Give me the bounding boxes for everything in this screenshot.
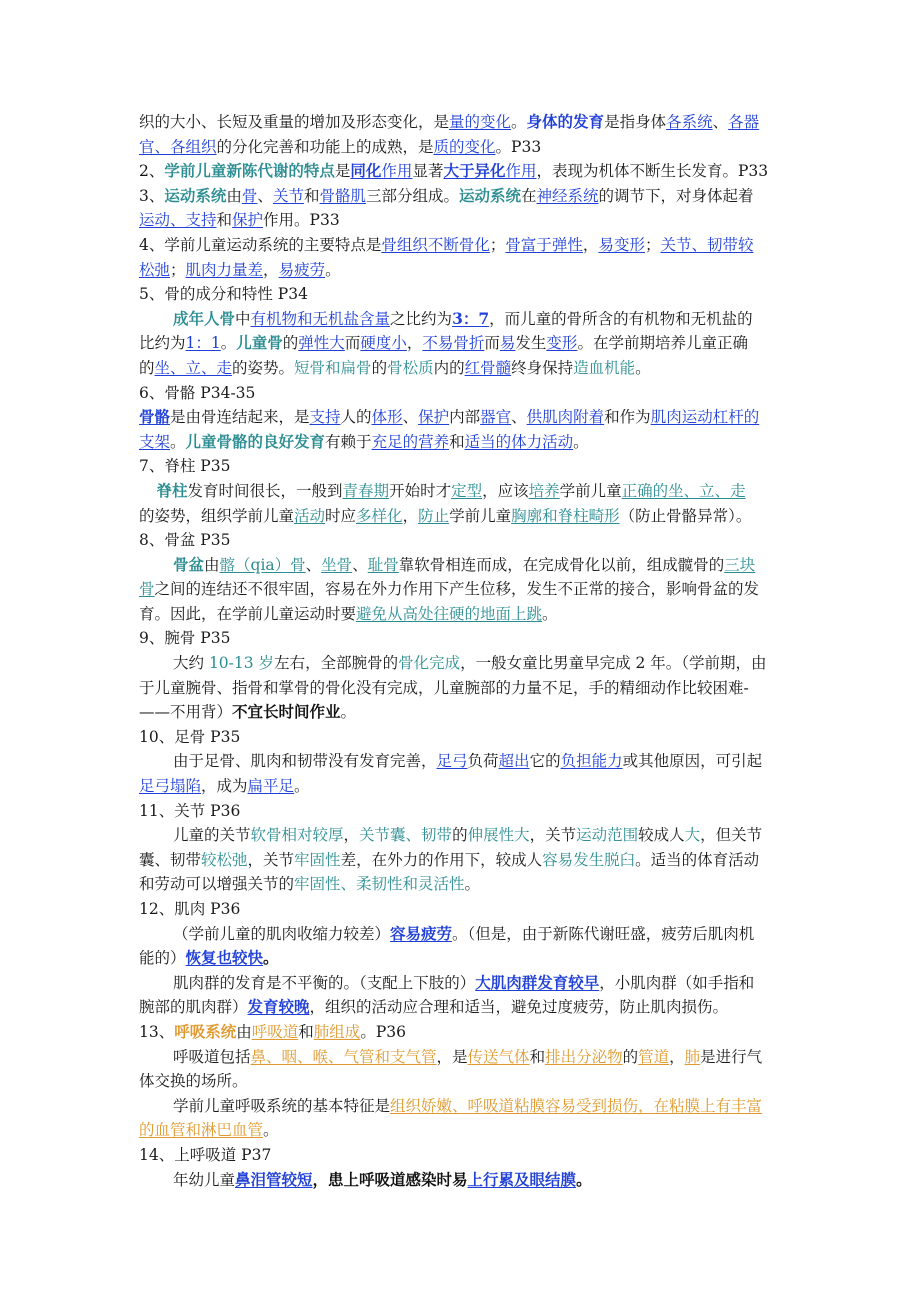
text-line [139, 208, 784, 233]
text-run: 2、 [139, 162, 165, 181]
text-run: 骨组织不断骨化 [381, 235, 490, 254]
text-line [139, 1143, 784, 1168]
text-run: 神经系统 [536, 186, 599, 205]
text-run: 11、关节 P36 [139, 801, 241, 820]
text-run: 内的 [433, 358, 465, 377]
text-run: 活动 [294, 506, 326, 525]
text-run: 传送气体 [467, 1047, 530, 1066]
text-run: 的血管和淋巴血管 [139, 1121, 264, 1140]
text-run: 骨松质 [387, 358, 434, 377]
text-run: 短骨和扁骨 [294, 358, 372, 377]
text-run: 避免从高处往硬的地面上跳 [356, 604, 543, 623]
text-run: （防止骨骼异常）。 [619, 506, 752, 525]
text-run: 鼻泪管较短 [235, 1169, 313, 1189]
text-run: 组织娇嫩、呼吸道粘膜容易受到损伤，在粘膜上有丰富 [390, 1096, 763, 1115]
text-run: 骨骼 [139, 407, 171, 427]
text-line [139, 577, 784, 602]
text-run: 超出 [498, 752, 530, 771]
text-run: ，一般女童比男童早完成 2 年。（学前期，由 [460, 654, 767, 673]
text-run: 关节 [272, 186, 304, 205]
text-run: 坐骨 [321, 555, 353, 574]
text-run: ； [170, 260, 186, 279]
text-run: 骨化完成 [398, 654, 461, 673]
text-line [139, 504, 784, 529]
text-line [139, 774, 784, 799]
text-line [139, 381, 784, 406]
text-run: 、 [305, 555, 322, 574]
text-run: 的姿势。 [232, 358, 295, 377]
text-run: 保护 [232, 211, 264, 230]
text-run: 伸展性大 [467, 826, 530, 845]
text-run: ， [263, 260, 279, 279]
text-run: 造血机能 [573, 358, 636, 377]
text-run: 器官 [480, 408, 512, 427]
text-run: 脊柱 [156, 480, 188, 500]
text-run: 多样化 [356, 506, 403, 525]
text-run: 正确的坐、立、走 [621, 481, 746, 500]
text-run: 比约为 [139, 334, 186, 353]
text-run: 于儿童腕骨、指骨和掌骨的骨化没有完成，儿童腕部的力量不足，手的精细动作比较困难- [139, 678, 749, 697]
text-run: 的 [371, 358, 388, 377]
text-run: 。适当的体育活动 [635, 850, 760, 869]
text-run: 学前儿童 [449, 506, 512, 525]
text-line [139, 258, 784, 283]
text-run: 肌肉群的发育是不平衡的。（支配上下肢的） [173, 973, 476, 992]
text-line [139, 110, 784, 135]
text-run: 发育较晚 [247, 997, 310, 1017]
text-run: 。 [576, 1169, 592, 1189]
text-line [139, 405, 784, 430]
text-run: 。 [263, 948, 279, 968]
text-run: ，组织的活动应合理和适当，避免过度疲劳，防止肌肉损伤。 [309, 998, 729, 1017]
text-line [139, 1069, 784, 1094]
text-run: ，但关节 [700, 826, 763, 845]
text-run: ，关节 [529, 826, 577, 845]
text-run: 不宜长时间作业 [232, 702, 341, 722]
text-run: 1：1 [185, 334, 221, 353]
text-line [139, 626, 784, 651]
text-run: 7、脊柱 P35 [139, 457, 231, 476]
text-run: 、 [402, 408, 419, 427]
text-run: ， [669, 1047, 685, 1066]
text-run: 学前儿童呼吸系统的基本特征是 [173, 1096, 391, 1115]
text-run: 容易疲劳 [390, 923, 453, 943]
text-run: 呼吸道 [251, 1022, 299, 1041]
text-run: 三块 [724, 555, 756, 574]
text-run: 松弛 [139, 260, 171, 279]
text-line [139, 135, 784, 160]
text-line [139, 749, 784, 774]
text-run: 上行累及眼结膜 [467, 1169, 577, 1189]
text-line [139, 430, 784, 455]
text-run: 。 [464, 875, 481, 894]
text-run: ， [582, 235, 599, 254]
text-run: 的 [452, 826, 468, 845]
text-run: 的姿势，组织学前儿童 [139, 506, 295, 525]
text-run: 。（但是，由于新陈代谢旺盛，疲劳后肌肉机 [452, 924, 755, 943]
text-run: 、 [511, 408, 527, 427]
text-run: 差，在外力的作用下，较成人 [340, 850, 543, 869]
text-run: 和劳动可以增强关节的 [139, 875, 295, 894]
text-run: 髂（qia）骨 [219, 555, 306, 574]
text-run: 发育时间很长，一般到 [187, 481, 343, 500]
text-line [139, 356, 784, 381]
text-run: 骨富于弹性 [505, 235, 583, 254]
text-run: ，患上呼吸道感染时易 [312, 1169, 468, 1189]
text-run: 保护 [418, 408, 450, 427]
text-run: 、 [712, 113, 729, 131]
text-run: 。 [573, 432, 589, 451]
text-run: 变形 [546, 334, 578, 353]
text-run: ，而儿童的骨所含的有机物和无机盐的 [489, 309, 753, 328]
text-run: 质的变化 [433, 137, 496, 156]
text-run: 大约 [173, 654, 209, 673]
text-run: 关节、韧带较 [660, 235, 754, 254]
text-run: 牢固性、柔韧性和灵活性 [294, 875, 465, 894]
text-run: 织的大小、长短及重量的增加及形态变化，是 [139, 113, 450, 131]
text-run: 和 [298, 1022, 314, 1041]
text-run: 的分化完善和功能上的成熟，是 [216, 137, 434, 156]
text-run: ， [402, 506, 419, 525]
text-run: 时应 [325, 506, 357, 525]
text-line [139, 995, 784, 1020]
text-run: ，小肌肉群（如手指和 [599, 973, 755, 992]
text-line [139, 479, 784, 504]
text-run: 。 [542, 604, 558, 623]
text-run [141, 482, 157, 500]
text-run: 在 [521, 186, 537, 205]
text-run: 运动系统 [459, 185, 522, 205]
text-run: 由 [236, 1022, 252, 1041]
text-run: 扁平足 [247, 777, 295, 796]
text-run: 。P36 [360, 1022, 406, 1041]
text-run: ； [489, 235, 506, 254]
text-run: 耻骨 [367, 555, 399, 574]
text-line [139, 233, 784, 258]
text-run: 红骨髓 [464, 358, 512, 377]
text-run: 三部分组成。 [365, 186, 459, 205]
text-run: 软骨相对较厚 [250, 826, 344, 845]
text-run: 能的） [139, 949, 186, 968]
text-run: 容易发生脱臼 [542, 850, 636, 869]
text-run: 、 [257, 186, 273, 205]
text-line [139, 651, 784, 676]
text-line [139, 700, 784, 725]
text-run: 9、腕骨 P35 [139, 629, 231, 648]
text-run: 较成人 [638, 826, 685, 845]
text-line [139, 1020, 784, 1045]
text-run: 4、学前儿童运动系统的主要特点是 [139, 235, 382, 254]
text-run: 。 [294, 777, 310, 796]
text-run: 的 [622, 1047, 639, 1066]
text-line [139, 823, 784, 848]
text-run: 。 [170, 432, 186, 451]
text-line [139, 528, 784, 553]
text-run: 。 [325, 260, 341, 279]
text-line [139, 282, 784, 307]
text-line [139, 1168, 784, 1193]
text-run: 鼻、咽、喉、气管和支气管 [250, 1047, 437, 1066]
text-run: 儿童骨 [236, 333, 283, 353]
text-run: 之比约为 [390, 309, 453, 328]
text-run: 。 [511, 113, 527, 131]
text-run: 肺组成 [313, 1022, 361, 1041]
text-run: 的 [139, 358, 155, 377]
text-run: 肺 [684, 1047, 701, 1066]
text-run: 胸廓和脊柱畸形 [511, 506, 620, 525]
text-run: 之间的连结还不很牢固，容易在外力作用下产生位移，发生不正常的接合，影响骨盆的发 [154, 580, 760, 599]
text-run: 。 [263, 1121, 279, 1140]
text-run: 防止 [418, 506, 450, 525]
text-run: 运动范围 [576, 826, 639, 845]
text-run: ， [343, 826, 360, 845]
text-run: 5、骨的成分和特性 P34 [139, 285, 308, 304]
text-line [139, 676, 784, 701]
text-run: 易疲劳 [278, 260, 326, 279]
text-run: 负荷 [467, 752, 499, 771]
text-run: 儿童骨骼的良好发育 [185, 431, 326, 451]
text-run: 量的变化 [449, 113, 512, 131]
text-line [139, 307, 784, 332]
text-run: 有赖于 [325, 432, 372, 451]
text-line [139, 331, 784, 356]
text-run: 适当的体力活动 [464, 432, 574, 451]
text-run: 10-13 岁 [208, 654, 275, 673]
text-run: 作用 [505, 162, 537, 181]
text-run: 终身保持 [511, 358, 574, 377]
text-run: 骨骼肌 [319, 186, 366, 205]
text-run: ，成为 [201, 777, 248, 796]
text-run: 不易骨折 [422, 334, 485, 353]
text-run: 足弓 [436, 752, 468, 771]
text-run: ，表现为机体不断生长发育。P33 [536, 162, 769, 181]
text-run: 发生 [515, 334, 547, 353]
text-run: 呼吸系统 [174, 1021, 237, 1041]
text-line [139, 897, 784, 922]
text-run: 囊、韧带 [139, 850, 202, 869]
text-run: 体交换的场所。 [139, 1072, 248, 1091]
text-run: 充足的营养 [371, 432, 450, 451]
text-line [139, 553, 784, 578]
text-run: 定型 [451, 481, 483, 500]
text-run: 管道 [638, 1047, 670, 1066]
text-run: 它的 [529, 752, 561, 771]
text-run: 显著 [412, 162, 444, 181]
text-line [139, 799, 784, 824]
text-run: 腕部的肌肉群） [139, 998, 248, 1017]
text-run: ，应该 [482, 481, 529, 500]
text-run: 14、上呼吸道 P37 [139, 1145, 272, 1164]
text-run: 是进行气 [700, 1047, 763, 1066]
text-line [139, 971, 784, 996]
text-run: 年幼儿童 [173, 1170, 236, 1189]
text-run: 运动系统 [164, 185, 227, 205]
text-run: 大肌肉群发育较早 [475, 972, 600, 992]
text-line [139, 1045, 784, 1070]
text-run: 而 [344, 334, 361, 353]
text-run: 而 [484, 334, 500, 353]
text-run: 。在学前期培养儿童正确 [577, 334, 748, 353]
text-run: 排出分泌物 [545, 1047, 623, 1066]
text-run: 负担能力 [560, 752, 623, 771]
text-run: 学前儿童 [559, 481, 622, 500]
text-run: 肌肉运动杠杆的 [650, 408, 760, 427]
text-run: 身体的发育 [526, 112, 605, 131]
text-line [139, 725, 784, 750]
text-run: 由 [226, 186, 242, 205]
text-run: 坐、立、走 [154, 358, 233, 377]
text-run: 体形 [371, 408, 403, 427]
text-run: 12、肌肉 P36 [139, 900, 241, 918]
text-run: 10、足骨 P35 [139, 727, 241, 746]
text-run: ， [406, 334, 423, 353]
text-run: 硬度小 [360, 334, 407, 353]
text-run: 关节囊、韧带 [359, 826, 453, 845]
document-body [139, 110, 784, 1192]
text-line [139, 872, 784, 897]
text-line [139, 848, 784, 873]
text-run: 的 [282, 334, 299, 353]
text-run: 由 [204, 555, 220, 574]
text-run: 作用 [381, 162, 413, 181]
text-run: 易 [499, 334, 516, 353]
text-run: ——不用背） [139, 703, 233, 722]
text-run: 官、各组织 [139, 137, 217, 156]
text-run: ； [644, 235, 661, 254]
text-line [139, 922, 784, 947]
text-line [139, 1094, 784, 1119]
text-run: 骨 [241, 186, 258, 205]
text-run: 牢固性 [294, 850, 341, 869]
text-run: 骨盆 [173, 554, 205, 574]
text-run: 肌肉力量差 [185, 260, 264, 279]
text-line [139, 1118, 784, 1143]
text-run: 儿童的关节 [173, 826, 251, 845]
text-run: 。P33 [495, 137, 542, 156]
text-run: 的调节下，对身体起着 [598, 186, 754, 205]
text-run: 是由骨连结起来，是 [170, 408, 310, 427]
text-run: 13、 [139, 1022, 175, 1041]
text-run: 骨 [139, 580, 155, 599]
text-run: 各系统 [666, 113, 713, 131]
text-run: 或其他原因，可引起 [622, 752, 763, 771]
text-run: 弹性大 [298, 334, 345, 353]
text-run: ，关节 [247, 850, 295, 869]
text-run: 大于异化 [443, 161, 506, 181]
text-run: 支持 [309, 408, 341, 427]
text-run: 同化 [350, 161, 382, 181]
text-run: 易变形 [598, 235, 645, 254]
text-line [139, 602, 784, 627]
text-run: 是 [334, 162, 351, 181]
text-run: 和 [303, 186, 320, 205]
text-run: 。 [340, 703, 357, 722]
text-run: 育。因此，在学前儿童运动时要 [139, 604, 357, 623]
text-run: 中 [235, 309, 251, 328]
text-run: 3：7 [452, 308, 490, 328]
text-run: 靠软骨相连而成，在完成骨化以前，组成髋骨的 [398, 555, 725, 574]
text-run: 和作为 [604, 408, 651, 427]
text-run: 有机物和无机盐含量 [250, 309, 391, 328]
text-run: （学前儿童的肌肉收缩力较差） [173, 924, 391, 943]
text-run: 培养 [528, 481, 560, 500]
text-line [139, 454, 784, 479]
text-run: 支架 [139, 432, 171, 451]
text-run: 和 [449, 432, 465, 451]
text-line [139, 946, 784, 971]
text-run: 作用。P33 [263, 211, 340, 230]
text-run: 。 [220, 334, 237, 353]
text-run: 、 [352, 555, 368, 574]
text-run: 左右，全部腕骨的 [274, 654, 399, 673]
text-run: 3、 [139, 186, 165, 205]
text-run: 运动、支持 [139, 211, 217, 230]
text-run: 。 [635, 358, 651, 377]
text-run: 学前儿童新陈代谢的特点 [164, 161, 335, 181]
text-run: 由于足骨、肌肉和韧带没有发育完善， [173, 752, 437, 771]
text-run: ，是 [436, 1047, 468, 1066]
text-line [139, 184, 784, 209]
text-run: 较松弛 [201, 850, 248, 869]
text-run: 和 [216, 211, 233, 230]
text-run: 成年人骨 [173, 308, 236, 328]
text-run: 是指身体 [604, 113, 667, 131]
text-run: 8、骨盆 P35 [139, 531, 231, 550]
text-run: 呼吸道包括 [173, 1047, 251, 1066]
text-run: 青春期 [342, 481, 390, 500]
text-run: 人的 [340, 408, 372, 427]
text-run: 供肌肉附着 [526, 408, 605, 427]
text-run: 恢复也较快 [185, 948, 264, 968]
text-run: 开始时才 [389, 481, 452, 500]
text-line [139, 159, 784, 184]
text-run: 和 [529, 1047, 546, 1066]
text-run: 内部 [449, 408, 481, 427]
text-run: 足弓塌陷 [139, 777, 202, 796]
text-run: 各器 [728, 113, 760, 131]
text-run: 大 [684, 826, 701, 845]
text-run: 6、骨骼 P34-35 [139, 383, 256, 402]
